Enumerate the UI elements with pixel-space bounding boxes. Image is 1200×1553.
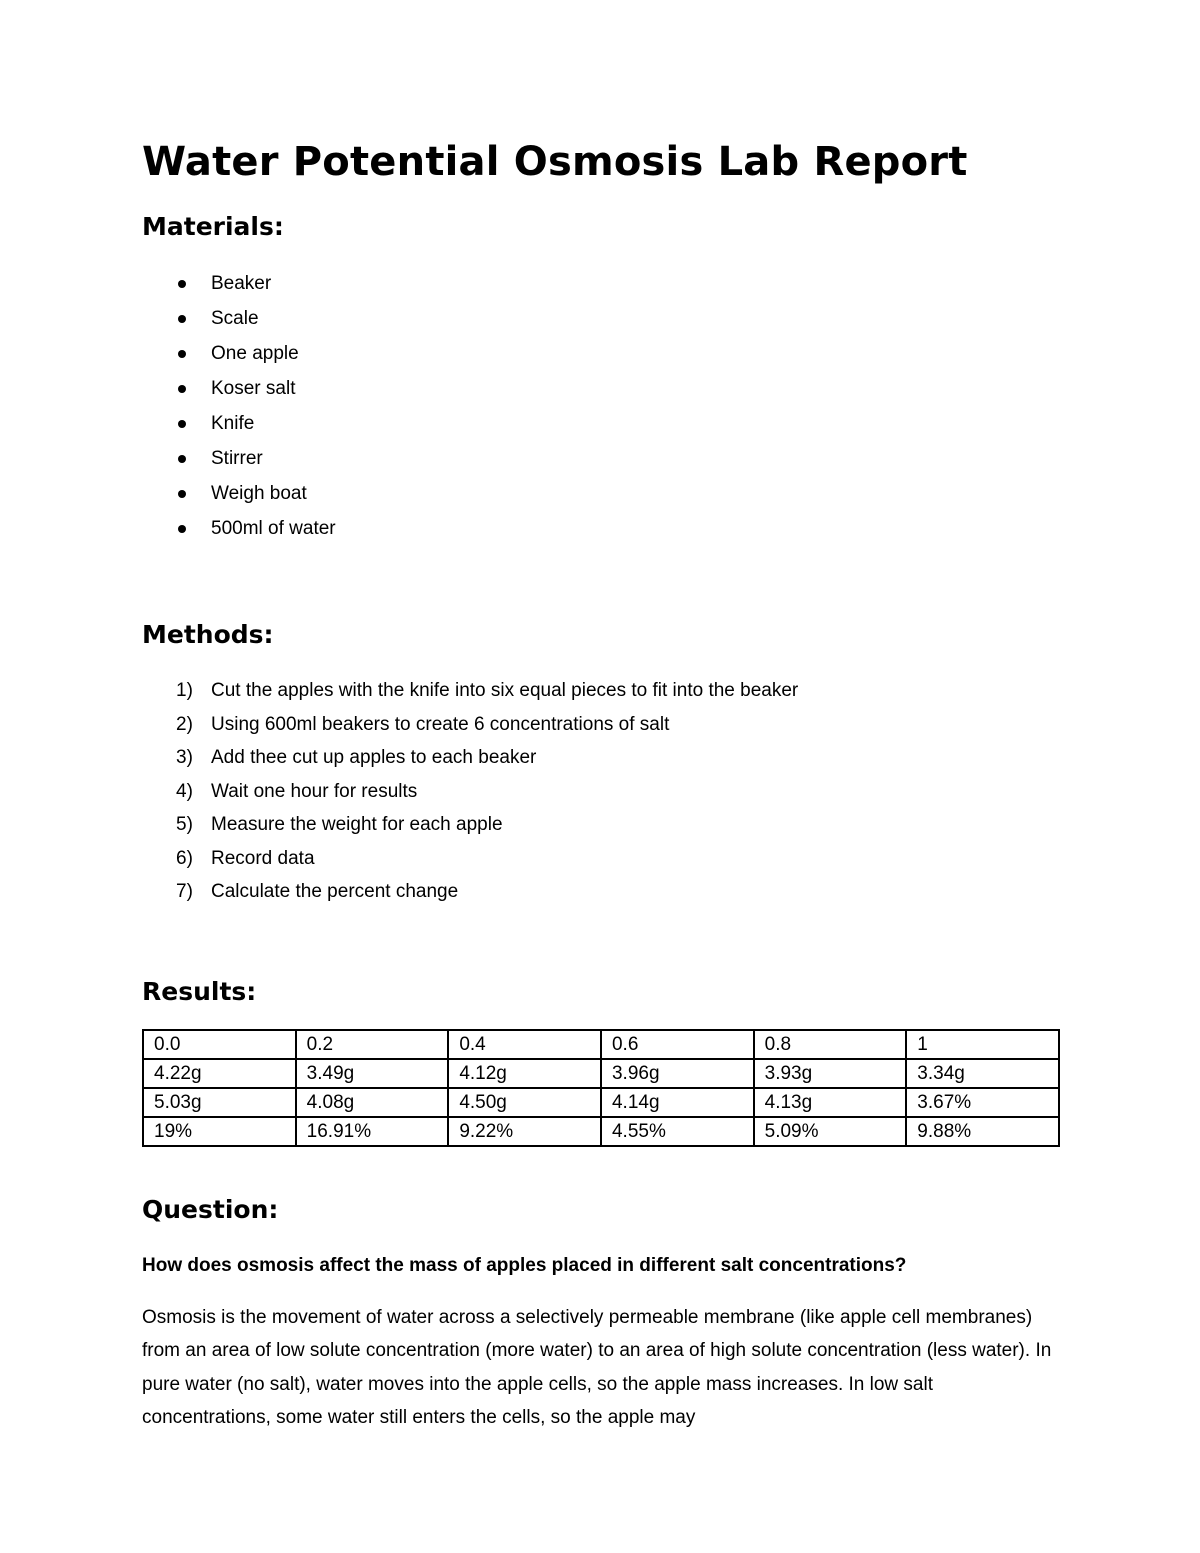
table-row: [143, 1030, 1059, 1059]
list-item: [142, 708, 1060, 742]
step-number: 1): [176, 680, 193, 701]
table-cell: 4.22g: [143, 1059, 296, 1088]
document-page: [142, 138, 1060, 1454]
list-item: [142, 371, 1060, 406]
list-item: [142, 266, 1060, 301]
step-text: Record data: [211, 847, 315, 869]
list-item: [142, 476, 1060, 511]
step-number: 4): [176, 780, 193, 802]
table-cell: 9.22%: [448, 1117, 601, 1146]
page-title: Water Potential Osmosis Lab Report: [142, 139, 968, 185]
list-item: [142, 511, 1060, 546]
material-label: Beaker: [211, 273, 272, 294]
material-label: Weigh boat: [211, 483, 307, 504]
table-cell: 3.96g: [601, 1059, 754, 1088]
table-cell: 3.93g: [754, 1059, 907, 1088]
materials-heading: Materials:: [142, 212, 284, 241]
step-number: 2): [176, 713, 193, 735]
list-item: [142, 336, 1060, 371]
step-text: Cut the apples with the knife into six equal pieces to fit into the beaker: [211, 680, 799, 701]
table-cell: 4.55%: [601, 1117, 754, 1146]
list-item: [142, 741, 1060, 775]
step-text: Calculate the percent change: [211, 881, 459, 902]
table-cell: 4.12g: [448, 1059, 601, 1088]
list-item: [142, 406, 1060, 441]
question-heading: Question:: [142, 1194, 279, 1224]
bullet-icon: [178, 385, 186, 393]
material-label: One apple: [211, 343, 299, 364]
table-cell: 0.2: [296, 1030, 449, 1059]
table-cell: 5.03g: [143, 1088, 296, 1117]
list-item: [142, 808, 1060, 842]
bullet-icon: [178, 525, 186, 533]
table-row: [143, 1088, 1059, 1117]
bullet-icon: [178, 490, 186, 498]
bullet-icon: [178, 455, 186, 463]
material-label: 500ml of water: [211, 518, 336, 539]
bullet-icon: [178, 315, 186, 323]
table-cell: 1: [906, 1030, 1059, 1059]
material-label: Koser salt: [211, 378, 296, 399]
step-text: Wait one hour for results: [211, 780, 418, 802]
table-cell: 16.91%: [296, 1117, 449, 1146]
step-text: Measure the weight for each apple: [211, 814, 503, 835]
table-row: [143, 1059, 1059, 1088]
answer-paragraph: Osmosis is the movement of water across a selectively permeable membrane (like apple cell membranes) from an area of low solute concentration (more water) to an area of high solute concentration (less water). In pure water (no salt), water moves into the apple cells, so the apple mass increases. In low salt concentrations, some water still enters the cells, so the apple may: [142, 1306, 1052, 1428]
table-cell: 0.4: [448, 1030, 601, 1059]
list-item: [142, 301, 1060, 336]
table-cell: 3.67%: [906, 1088, 1059, 1117]
material-label: Stirrer: [211, 448, 263, 469]
list-item: [142, 875, 1060, 909]
table-cell: 4.08g: [296, 1088, 449, 1117]
methods-list: [142, 674, 1060, 909]
table-cell: 0.6: [601, 1030, 754, 1059]
material-label: Knife: [211, 413, 255, 434]
step-text: Using 600ml beakers to create 6 concentrations of salt: [211, 713, 670, 735]
list-item: [142, 674, 1060, 708]
table-cell: 19%: [143, 1117, 296, 1146]
table-cell: 4.14g: [601, 1088, 754, 1117]
table-cell: 4.13g: [754, 1088, 907, 1117]
bullet-icon: [178, 420, 186, 428]
step-text: Add thee cut up apples to each beaker: [211, 747, 537, 768]
bullet-icon: [178, 280, 186, 288]
table-cell: 5.09%: [754, 1117, 907, 1146]
materials-list: [142, 266, 1060, 546]
step-number: 5): [176, 814, 193, 835]
results-heading: Results:: [142, 976, 257, 1006]
table-cell: 3.34g: [906, 1059, 1059, 1088]
material-label: Scale: [211, 308, 259, 329]
question-text: How does osmosis affect the mass of apples placed in different salt concentrations?: [142, 1254, 907, 1276]
table-row: [143, 1117, 1059, 1146]
table-cell: 0.8: [754, 1030, 907, 1059]
list-item: [142, 842, 1060, 876]
step-number: 3): [176, 747, 193, 768]
table-cell: 3.49g: [296, 1059, 449, 1088]
step-number: 7): [176, 881, 193, 902]
table-cell: 9.88%: [906, 1117, 1059, 1146]
methods-heading: Methods:: [142, 620, 274, 649]
table-cell: 4.50g: [448, 1088, 601, 1117]
bullet-icon: [178, 350, 186, 358]
step-number: 6): [176, 847, 193, 869]
results-table: [142, 1029, 1060, 1147]
list-item: [142, 775, 1060, 809]
table-cell: 0.0: [143, 1030, 296, 1059]
list-item: [142, 441, 1060, 476]
